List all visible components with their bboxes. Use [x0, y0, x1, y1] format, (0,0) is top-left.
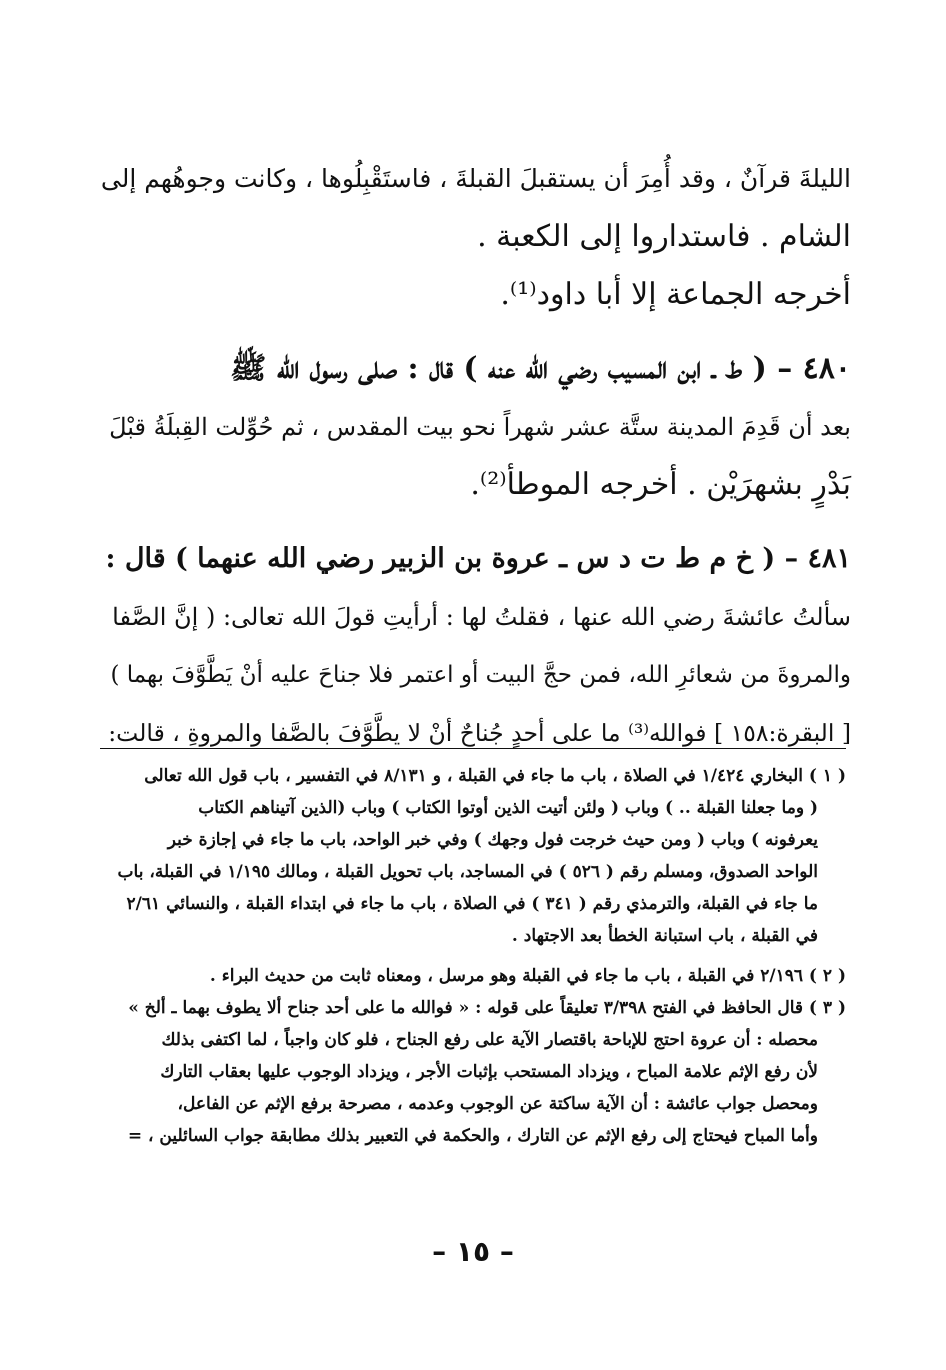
main-text-line: أخرجه الجماعة إلا أبا داود⁽¹⁾. [500, 277, 851, 312]
page-number: – ١٥ – [432, 1235, 514, 1268]
main-text-block [100, 150, 851, 762]
footnote-divider [100, 748, 846, 749]
footnotes-block [100, 760, 846, 1152]
footnote-3-line: لأن رفع الإثم علامة المباح ، ويزداد المستحب بإثبات الأجر ، ويزداد الوجوب عليها بعقاب التارك [160, 1062, 818, 1082]
hadith-481-heading: ٤٨١ – ( خ م ط ت د س ـ عروة بن الزبير رضي الله عنهما ) قال : [105, 543, 851, 574]
main-text-line: الشام . فاستداروا إلى الكعبة . [477, 219, 851, 254]
footnote-1-line: ( ١ ) البخاري ١/٤٢٤ في الصلاة ، باب ما جاء في القبلة ، و ٨/١٣١ في التفسير ، باب قول الله تعالى [144, 766, 846, 786]
hadith-480-heading: ٤٨٠ – ( ط ـ ابن المسيب رضي الله عنه ) قال : صلى رسول الله ﷺ [230, 351, 851, 386]
footnote-3-line: وأما المباح فيحتاج إلى رفع الإثم عن التارك ، والحكمة في التعبير بذلك مطابقة جواب السائلين ، = [127, 1126, 818, 1146]
main-text-line: بعد أن قَدِمَ المدينة ستَّة عشر شهراً نحو بيت المقدس ، ثم حُوِّلت القِبلَةُ قبْلَ [109, 413, 851, 441]
main-text-line: سألتُ عائشةَ رضي الله عنها ، فقلتُ لها : أرأيتِ قولَ الله تعالى: ( إنَّ الصَّفا [112, 603, 851, 631]
footnote-3-line: ( ٣ ) قال الحافظ في الفتح ٣/٣٩٨ تعليقاً على قوله : « فوالله ما على أحد جناح ألا يطوف بهما ـ ألخ » [128, 998, 846, 1018]
footnote-1-line: يعرفونه ) وباب ( ومن حيث خرجت فول وجهك ) وفي خبر الواحد، باب ما جاء في إجازة خبر [167, 830, 818, 850]
footnote-2-line: ( ٢ ) ٢/١٩٦ في القبلة ، باب ما جاء في القبلة وهو مرسل ، ومعناه ثابت من حديث البراء . [209, 966, 846, 986]
main-text-line: بَدْرٍ بشهرَيْن . أخرجه الموطأ⁽²⁾. [470, 467, 851, 502]
footnote-1-line: ما جاء في القبلة، والترمذي رقم ( ٣٤١ ) في الصلاة ، باب ما جاء في ابتداء القبلة ، والنسائي ٢/٦١ [126, 894, 818, 914]
footnote-1-line: ( وما جعلنا القبلة .. ) وباب ( ولئن أتيت الذين أوتوا الكتاب ) وباب (الذين آتيناهم الكتاب [198, 798, 818, 818]
main-text-line: والمروةَ من شعائرِ الله، فمن حجَّ البيت أو اعتمر فلا جناحَ عليه أنْ يَطَّوَّفَ بهما ) [110, 662, 851, 688]
footnote-1-line: في القبلة ، باب استبانة الخطأ بعد الاجتهاد . [511, 926, 818, 946]
footnote-3-line: محصله : أن عروة احتج للإباحة باقتصار الآية على رفع الجناح ، فلو كان واجباً ، لما اكتفى بذلك [161, 1030, 818, 1050]
main-text-line: الليلةَ قرآنٌ ، وقد أُمِرَ أن يستقبلَ القبلةَ ، فاستَقْبِلُوها ، وكانت وجوهُهم إلى [100, 164, 851, 193]
footnote-1-line: الواحد الصدوق، ومسلم رقم ( ٥٢٦ ) في المساجد، باب تحويل القبلة ، ومالك ١/١٩٥ في القبلة، باب [117, 862, 818, 882]
footnote-3-line: ومحصل جواب عائشة : أن الآية ساكتة عن الوجوب وعدمه ، مصرحة برفع الإثم عن الفاعل، [177, 1094, 818, 1114]
main-text-line: [ البقرة:١٥٨ ] فوالله⁽³⁾ ما على أحدٍ جُناحٌ أنْ لا يطَّوَّفَ بالصَّفا والمروةِ ، قالت: [108, 719, 851, 747]
